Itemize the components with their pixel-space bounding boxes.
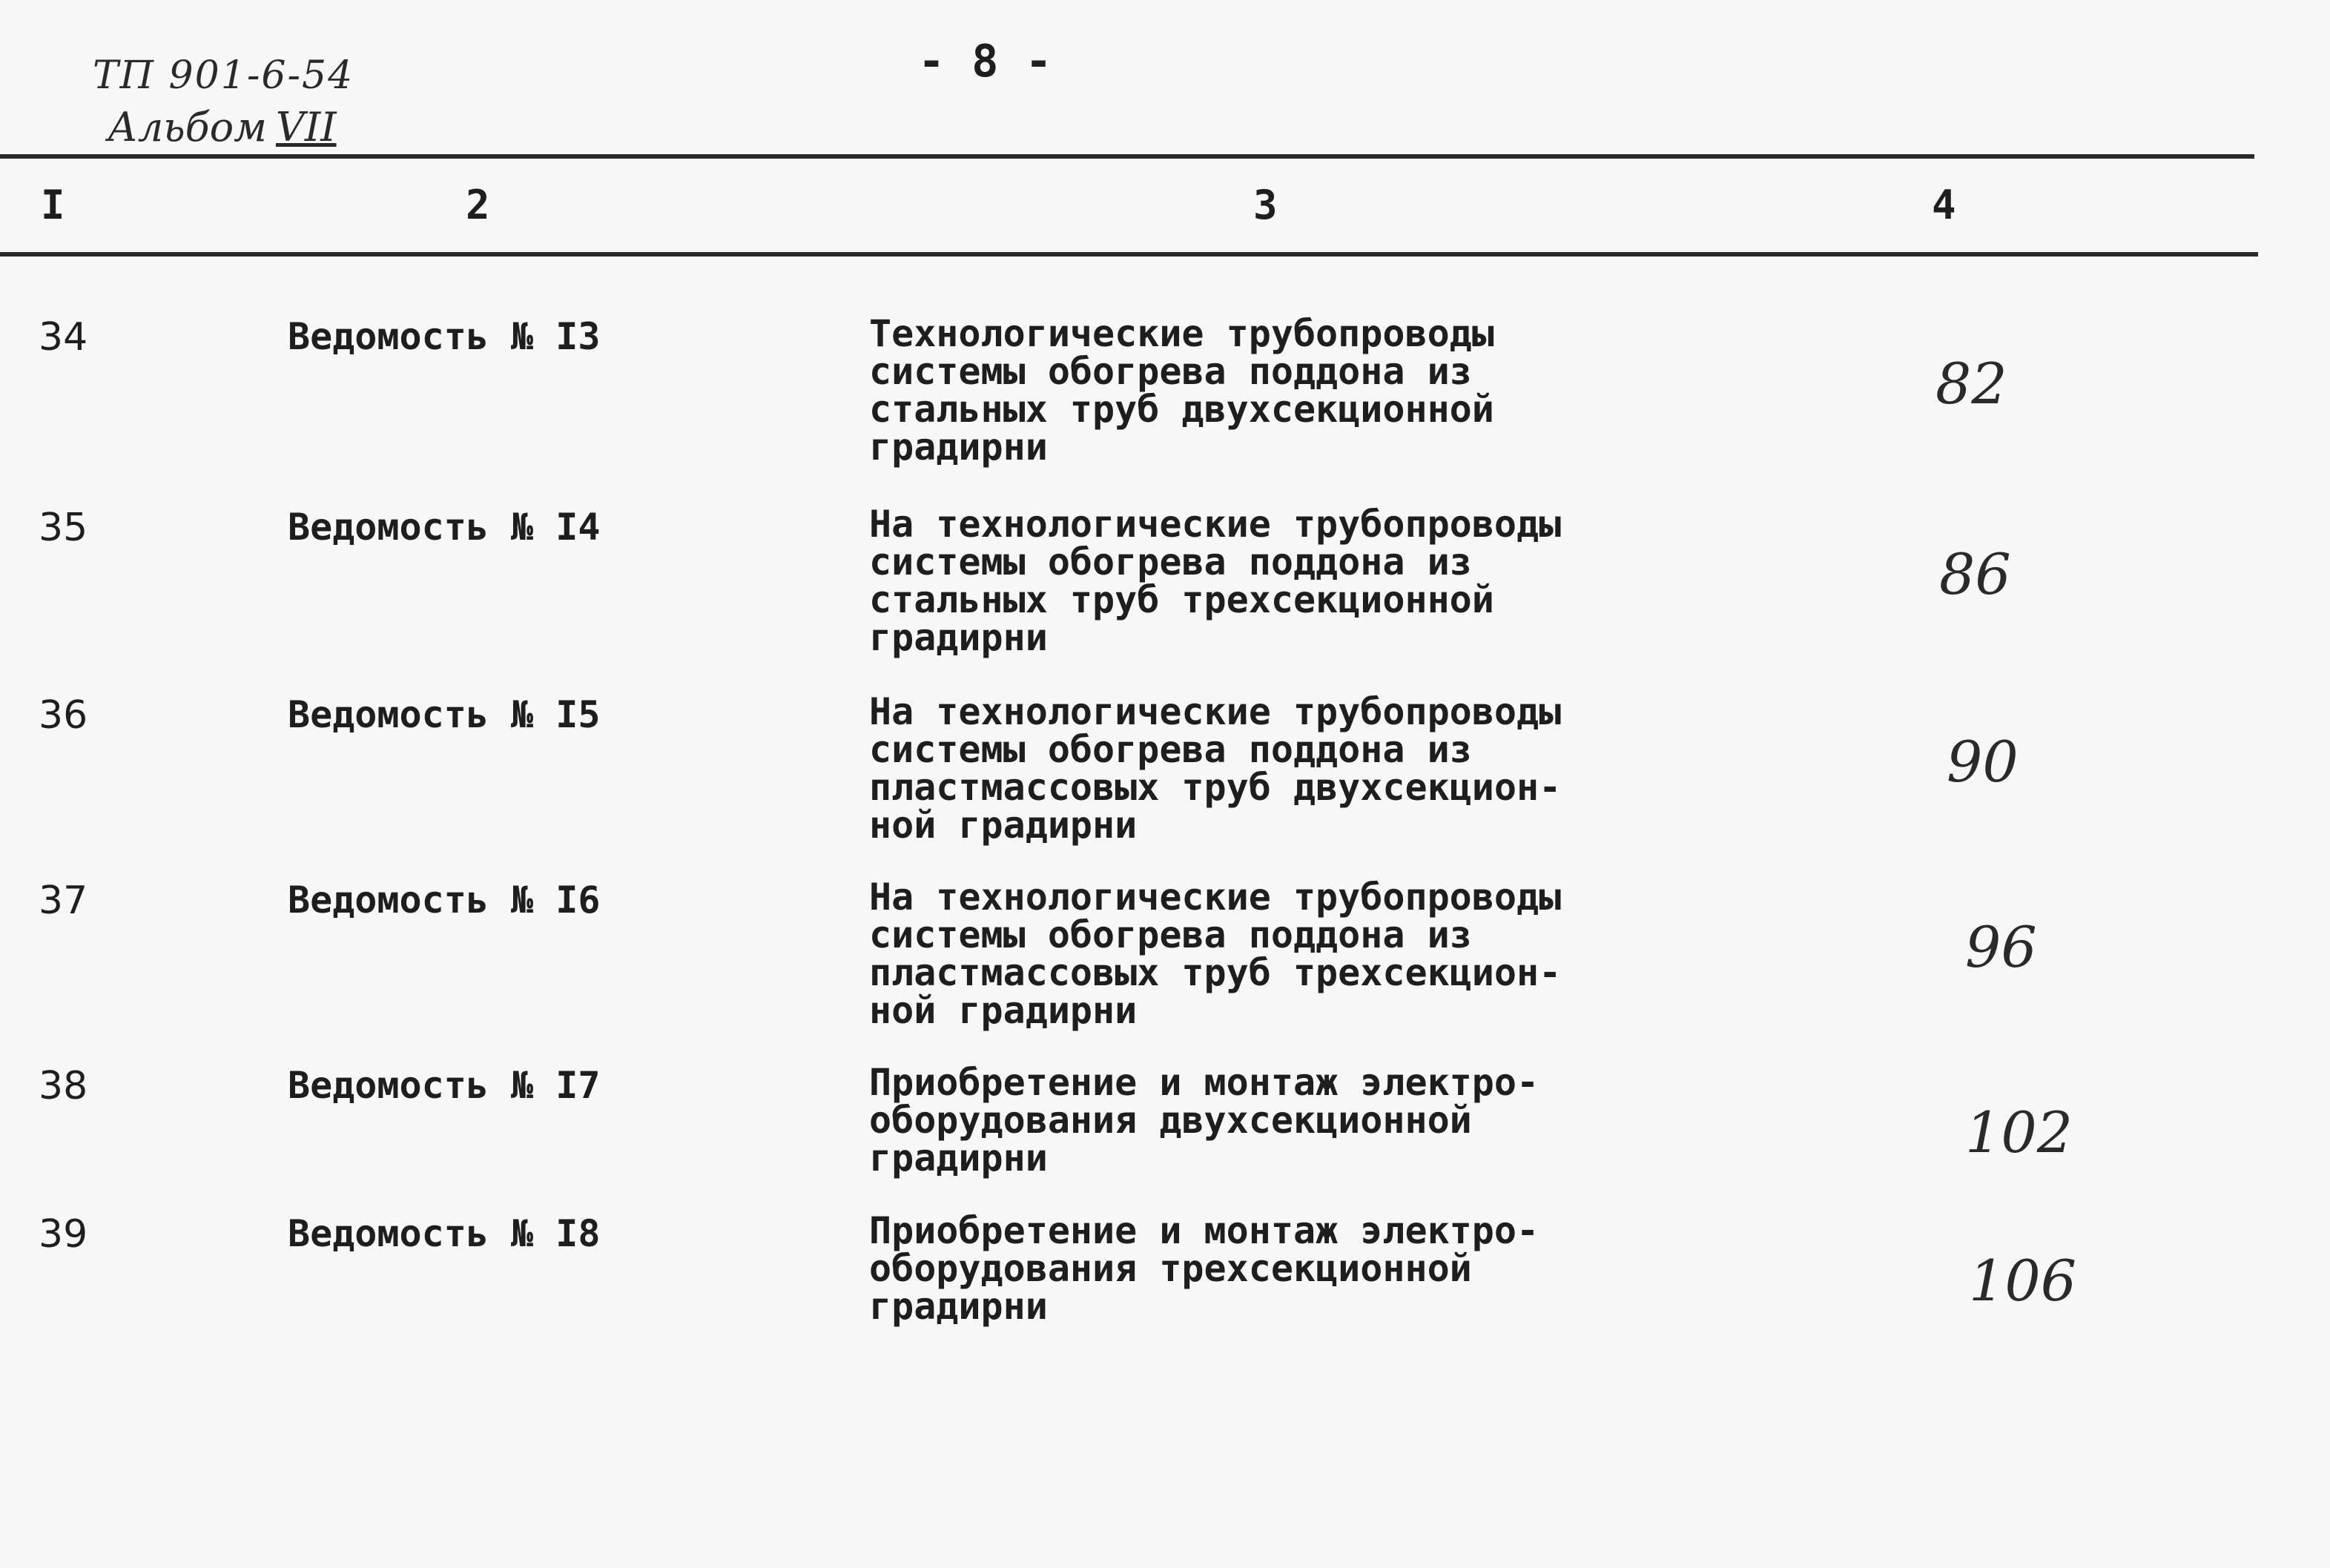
- description-line: пластмассовых труб двухсекцион-: [869, 766, 1562, 809]
- description-line: На технологические трубопроводы: [869, 690, 1562, 733]
- description-line: стальных труб двухсекционной: [869, 388, 1494, 431]
- description-line: ной градирни: [869, 989, 1138, 1032]
- description-line: градирни: [869, 616, 1048, 659]
- description-line: пластмассовых труб трехсекцион-: [869, 951, 1562, 994]
- row-document: Ведомость № I7: [288, 1064, 601, 1107]
- description-line: Технологические трубопроводы: [869, 312, 1494, 355]
- description-line: оборудования трехсекционной: [869, 1247, 1472, 1290]
- column-header-2: 2: [466, 182, 490, 228]
- column-header-4: 4: [1932, 182, 1956, 228]
- table-row: [0, 690, 2330, 871]
- page-number: - 8 -: [918, 36, 1052, 87]
- description-line: системы обогрева поддона из: [869, 540, 1472, 583]
- row-document: Ведомость № I3: [288, 315, 601, 358]
- description-line: ной градирни: [869, 804, 1138, 847]
- row-number: 37: [39, 879, 88, 923]
- top-divider: [0, 154, 2254, 159]
- column-header-1: I: [41, 182, 65, 228]
- row-document: Ведомость № I8: [288, 1212, 601, 1255]
- table-row: [0, 503, 2330, 684]
- description-line: градирни: [869, 1285, 1048, 1328]
- table-row: [0, 312, 2330, 493]
- table-row: [0, 1209, 2330, 1390]
- description-line: На технологические трубопроводы: [869, 876, 1562, 919]
- row-page: 96: [1965, 914, 2037, 980]
- row-page: 90: [1947, 729, 2019, 795]
- column-header-3: 3: [1253, 182, 1278, 228]
- row-page: 102: [1965, 1099, 2073, 1165]
- description-line: Приобретение и монтаж электро-: [869, 1209, 1539, 1252]
- album-word: Альбом: [108, 104, 267, 150]
- row-document: Ведомость № I5: [288, 693, 601, 736]
- description-line: На технологические трубопроводы: [869, 503, 1562, 546]
- row-number: 34: [39, 315, 88, 360]
- table-row: [0, 876, 2330, 1056]
- row-page: 82: [1935, 351, 2007, 417]
- row-description: [869, 876, 1562, 1032]
- row-document: Ведомость № I4: [288, 506, 601, 549]
- row-number: 39: [39, 1212, 88, 1257]
- description-line: системы обогрева поддона из: [869, 728, 1472, 771]
- description-line: оборудования двухсекционной: [869, 1099, 1472, 1142]
- row-number: 38: [39, 1064, 88, 1108]
- row-description: [869, 1209, 1539, 1328]
- row-page: 86: [1939, 541, 2011, 607]
- album-number: VII: [275, 104, 337, 150]
- header-divider: [0, 252, 2258, 257]
- description-line: градирни: [869, 1137, 1048, 1180]
- row-description: [869, 312, 1494, 469]
- row-description: [869, 690, 1562, 847]
- document-code: ТП 901-6-54: [93, 53, 354, 98]
- row-number: 36: [39, 693, 88, 738]
- album-label: [108, 104, 337, 150]
- row-page: 106: [1969, 1248, 2077, 1314]
- row-description: [869, 503, 1562, 659]
- description-line: системы обогрева поддона из: [869, 913, 1472, 956]
- description-line: стальных труб трехсекционной: [869, 578, 1494, 621]
- description-line: градирни: [869, 426, 1048, 469]
- description-line: системы обогрева поддона из: [869, 350, 1472, 393]
- description-line: Приобретение и монтаж электро-: [869, 1061, 1539, 1104]
- row-document: Ведомость № I6: [288, 879, 601, 922]
- row-description: [869, 1061, 1539, 1180]
- row-number: 35: [39, 506, 88, 550]
